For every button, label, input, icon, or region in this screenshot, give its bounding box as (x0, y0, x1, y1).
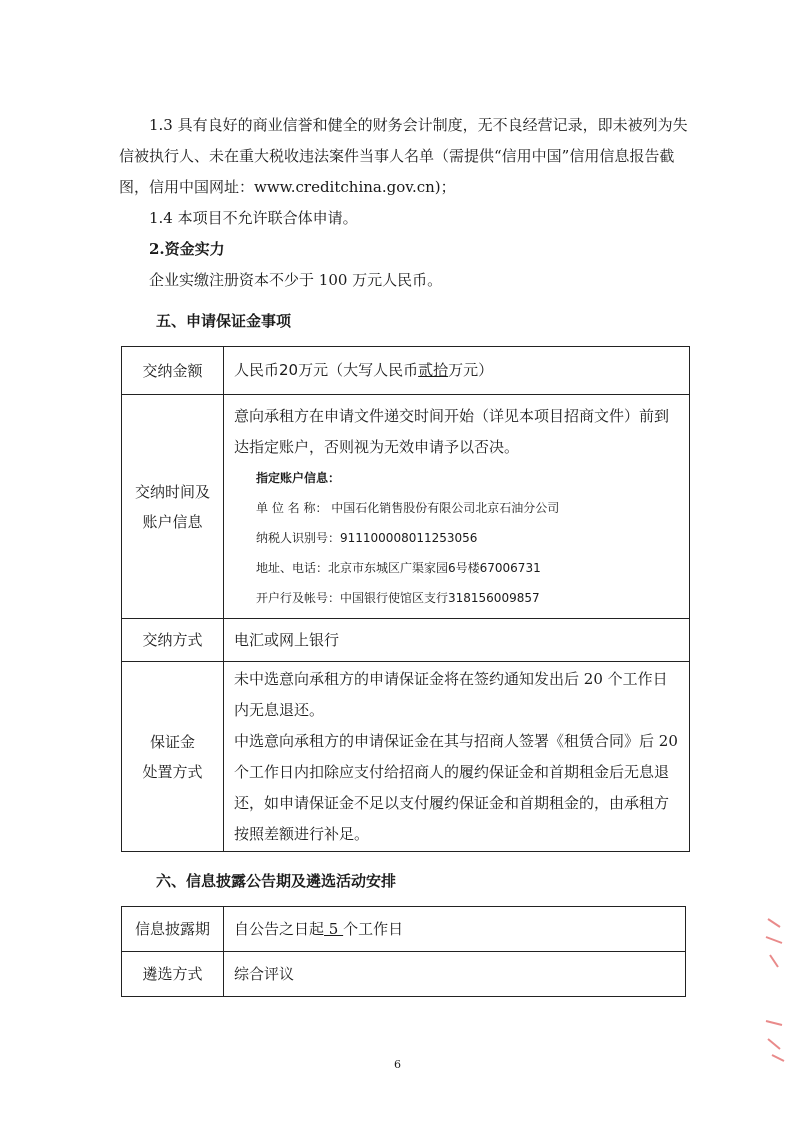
disclosure-period-days: 5 (324, 919, 344, 938)
deposit-amount-label: 交纳金额 (122, 347, 224, 395)
deposit-amount-post: 万元） (448, 361, 494, 379)
page-number: 6 (394, 1058, 401, 1071)
subheading-capital: 2.资金实力 (149, 240, 225, 258)
deposit-disposal-row (122, 662, 690, 852)
account-tax-id: 纳税人识别号：911100008011253056 (256, 530, 478, 545)
deposit-amount-uppercase: 贰拾 (418, 361, 449, 379)
section-6-title: 六、信息披露公告期及遴选活动安排 (156, 872, 397, 890)
deposit-amount-row (122, 347, 690, 395)
disclosure-table (121, 906, 686, 997)
deposit-time-content (224, 395, 690, 619)
deposit-amount-value (224, 347, 690, 395)
section-5-title: 五、申请保证金事项 (156, 312, 292, 330)
account-bank: 开户行及帐号：中国银行使馆区支行318156009857 (256, 590, 540, 605)
deposit-time-row (122, 395, 690, 619)
deposit-disposal-content (224, 662, 690, 852)
deposit-disposal-label-line1: 保证金 (149, 732, 195, 751)
deposit-disposal-text-1: 未中选意向承租方的申请保证金将在签约通知发出后 20 个工作日内无息退还。 (234, 669, 668, 719)
paragraph-capital: 企业实缴注册资本不少于 100 万元人民币。 (149, 271, 443, 289)
payment-method-value: 电汇或网上银行 (224, 619, 690, 662)
deposit-time-label-line2: 账户信息 (142, 512, 203, 531)
deposit-disposal-text-2: 中选意向承租方的申请保证金在其与招商人签署《租赁合同》后 20 个工作日内扣除应支付给招商人的履约保证金和首期租金后无息退还，如申请保证金不足以支付履约保证金和首期租金的，由承租方按照差额进行补足。 (234, 731, 678, 843)
account-unit-name: 单 位 名 称： 中国石化销售股份有限公司北京石油分公司 (256, 500, 560, 515)
disclosure-period-label: 信息披露期 (122, 907, 224, 952)
deposit-time-text: 意向承租方在申请文件递交时间开始（详见本项目招商文件）前到达指定账户，否则视为无效申请予以否决。 (234, 406, 670, 456)
disclosure-period-value (224, 907, 686, 952)
paragraph-1-3: 1.3 具有良好的商业信誉和健全的财务会计制度，无不良经营记录，即未被列为失信被执行人、未在重大税收违法案件当事人名单（需提供“信用中国”信用信息报告截图，信用中国网址：www.creditchina.gov.cn)； (119, 116, 688, 196)
seal-mark-bottom (762, 1015, 788, 1069)
disclosure-period-row (122, 907, 686, 952)
account-address: 地址、电话：北京市东城区广渠家园6号楼67006731 (256, 560, 541, 575)
deposit-disposal-label (122, 662, 224, 852)
deposit-time-label-line1: 交纳时间及 (134, 482, 210, 501)
account-info-title: 指定账户信息： (256, 470, 341, 485)
payment-method-row (122, 619, 690, 662)
paragraph-1-4: 1.4 本项目不允许联合体申请。 (149, 209, 358, 227)
selection-method-label: 遴选方式 (122, 952, 224, 997)
deposit-time-label (122, 395, 224, 619)
deposit-disposal-label-line2: 处置方式 (142, 762, 203, 781)
seal-mark-top (762, 915, 788, 979)
deposit-amount-pre: 人民币20万元（大写人民币 (234, 361, 419, 379)
payment-method-label: 交纳方式 (122, 619, 224, 662)
selection-method-value: 综合评议 (224, 952, 686, 997)
selection-method-row (122, 952, 686, 997)
disclosure-period-post: 个工作日 (343, 919, 404, 938)
disclosure-period-pre: 自公告之日起 (234, 919, 325, 938)
deposit-table (121, 346, 690, 852)
